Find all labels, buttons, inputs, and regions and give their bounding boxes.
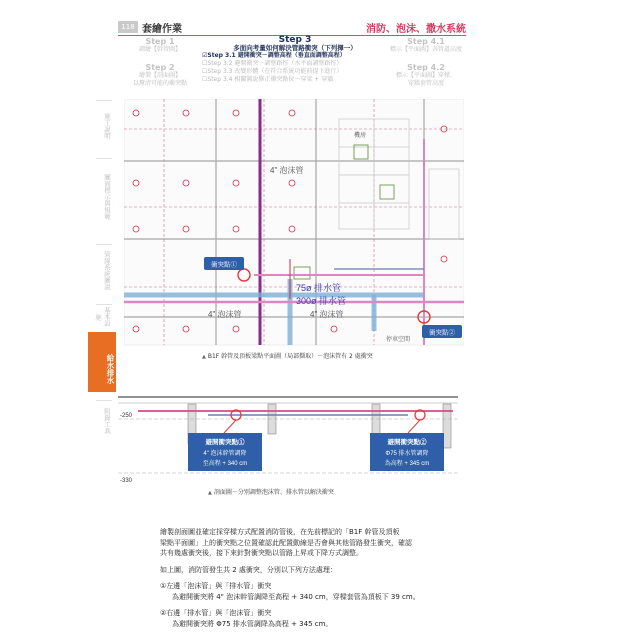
- step-navigator: [118, 36, 466, 98]
- step-2: Step 2 繪製【剖面圖】 以釐清可能的衝突點: [132, 63, 187, 87]
- floor-plan-figure: [124, 99, 464, 360]
- callout-1-line2: 至高程 + 340 cm: [202, 461, 248, 467]
- tab-water-drainage[interactable]: 給水排水: [88, 332, 116, 392]
- figure-1-caption: ▲ B1F 幹管及頂板梁點平面圖（局部擷取）－泡沫管有 2 處衝突: [202, 351, 373, 360]
- chapter-title: 消防、泡沫、撒水系統: [366, 24, 466, 35]
- section-title: 套繪作業: [142, 24, 182, 35]
- book-page: [88, 14, 466, 632]
- step-4-1: Step 4.1 標示【平面圖】各管道高度: [389, 37, 462, 53]
- item-2-heading: ②右邊「排水管」與「泡沫管」衝突: [160, 609, 272, 617]
- body-text: [160, 527, 466, 629]
- paragraph-1-line-1: 繪製剖面圖並確定採穿樑方式配置消防管後，在先前標記的「B1F 幹管及頂板: [160, 528, 400, 536]
- elevation-250: -250: [120, 413, 133, 419]
- paragraph-1-line-3: 共有幾處衝突後，接下來針對衝突點以管路上昇或下降方式調整。: [160, 549, 363, 557]
- tab-basic[interactable]: 基本設施: [96, 304, 112, 329]
- item-2-detail: 為避開衝突將 Φ75 排水管調降為高程 + 345 cm。: [172, 619, 333, 628]
- callout-2-title: 避開衝突點②: [387, 439, 427, 446]
- item-1-heading: ①左邊「泡沫管」與「排水管」衝突: [160, 582, 272, 590]
- tab-system-drawings[interactable]: 管線系統圖說: [96, 244, 112, 295]
- item-1-detail: 為避開衝突將 4" 泡沫幹管調降至高程 + 340 cm，穿樑套管為頂板下 39 cm。: [172, 592, 420, 601]
- callout-1-line1: 4" 泡沫幹管調降: [203, 451, 247, 457]
- conflict-point-1-label: 衝突點①: [211, 261, 237, 269]
- callout-2-line2: 為高程 + 345 cm: [384, 461, 430, 467]
- page-number: 118: [118, 21, 138, 33]
- callout-2-line1: Φ75 排水管調降: [385, 451, 429, 457]
- step-3-current: Step 3 多面向考量如何解決管路衝突（下列擇一） ☑Step 3.1 避開衝突－調整高程（垂直面調整高程） ☐Step 3.2 避開衝突－調整路徑（水平面調整路徑） ☐Step 3.3 改變形體（在符合系統功能前提下進行） ☐Step 3.4 相關圖說修正衝突點位－穿梁 + 穿牆: [202, 35, 357, 83]
- label-pipe-drain-300: 300ø 排水管: [296, 296, 347, 306]
- step-4-2: Step 4.2 標示【平面圖】穿樑、 穿牆套管高度: [395, 63, 456, 87]
- section-figure: [108, 389, 466, 494]
- callout-1-title: 避開衝突點①: [205, 439, 245, 446]
- conflict-point-2-label: 衝突點②: [429, 329, 455, 337]
- section-drawing: [108, 389, 466, 484]
- label-pipe-foam-left: 4" 泡沫管: [208, 310, 242, 319]
- paragraph-2: 如上圖，消防管發生共 2 處衝突，分別以下列方法處理：: [160, 565, 337, 574]
- paragraph-1-line-2: 梁點平面圖」上的衝突點之位置確認此配置動線是否會與其他管路發生衝突，確認: [160, 538, 412, 547]
- floor-plan-drawing: [124, 99, 464, 349]
- tab-drawing-standards[interactable]: 圖面標示與規範: [96, 158, 112, 235]
- tab-construction[interactable]: 施工說明: [96, 100, 112, 151]
- label-pipe-drain-75: 75ø 排水管: [296, 283, 342, 293]
- tab-appendix[interactable]: 附錄工具: [96, 400, 112, 441]
- page-header: [118, 20, 466, 36]
- step-1: Step 1 調繪【幹管圖】: [138, 37, 181, 53]
- label-room-machine: 機房: [354, 133, 367, 139]
- figure-2-caption: ▲ 剖面圖－分別調整泡沫管、排水管以解決衝突: [208, 487, 334, 496]
- label-room-parking: 停車空間: [386, 337, 411, 343]
- label-pipe-foam-top: 4" 泡沫管: [270, 166, 304, 175]
- label-pipe-foam-right: 4" 泡沫管: [310, 310, 344, 319]
- elevation-330: -330: [120, 478, 133, 484]
